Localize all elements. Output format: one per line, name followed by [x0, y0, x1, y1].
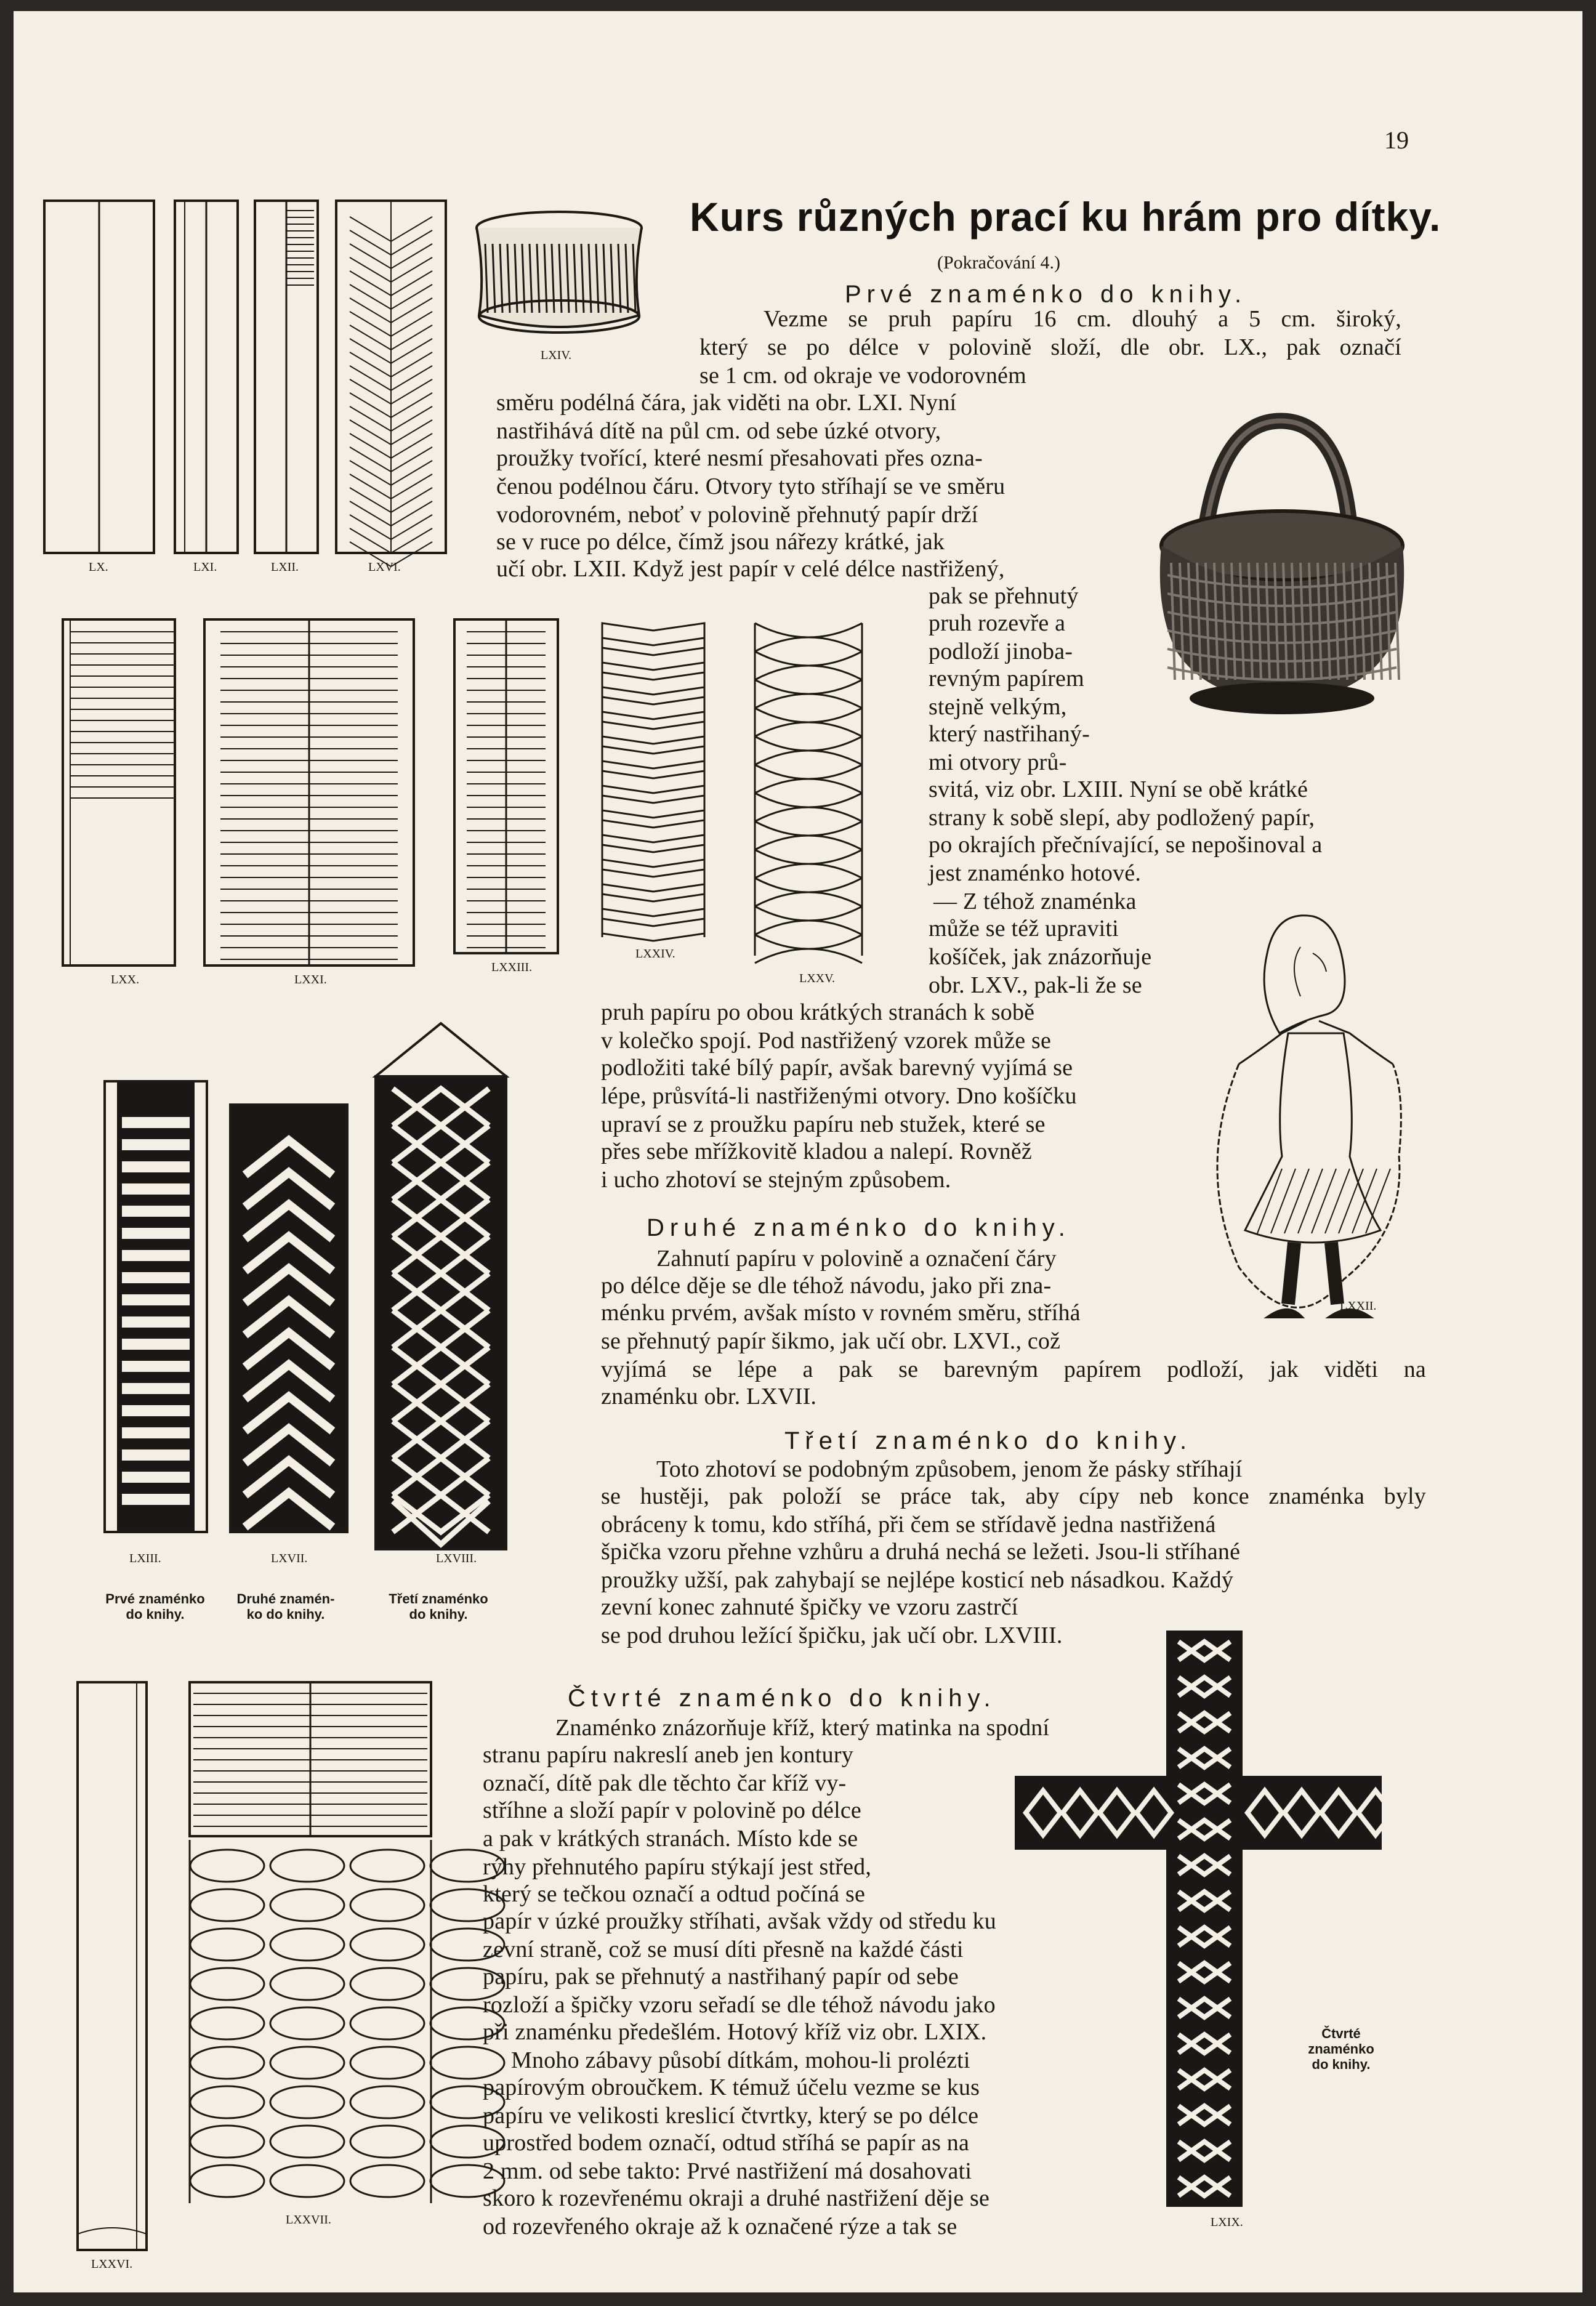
- text-line: a pak v krátkých stranách. Místo kde se: [483, 1826, 858, 1852]
- figure-lxx: [60, 617, 177, 968]
- figure-label-lxxv: LXXV.: [799, 972, 835, 985]
- figure-basket-photo: [1153, 409, 1417, 729]
- text-line: papírovým obroučkem. K témuž účelu vezme se kus: [483, 2074, 980, 2100]
- figure-lxxii-girl-with-hoop: [1220, 910, 1417, 1353]
- heading-first-bookmark: Prvé znaménko do knihy.: [845, 281, 1247, 308]
- text-line: zevní straně, což se musí díti přesně na každé části: [483, 1937, 964, 1962]
- text-line: po okrajích přečnívající, se nepošinoval a: [929, 832, 1323, 858]
- article-subtitle: (Pokračování 4.): [937, 252, 1060, 273]
- text-line: strany k sobě slepí, aby podložený papír,: [929, 805, 1315, 831]
- text-line: revným papírem: [929, 666, 1084, 691]
- text-line: směru podélná čára, jak viděti na obr. LXI. Nyní: [496, 390, 957, 416]
- text-line: podloží jinoba-: [929, 639, 1073, 664]
- text-line: označí, dítě pak dle těchto čar kříž vy-: [483, 1770, 847, 1796]
- text-line: ménku prvém, avšak místo v rovném směru, stříhá: [601, 1300, 1081, 1326]
- text-line: při znaménku předešlém. Hotový kříž viz obr. LXIX.: [483, 2019, 987, 2045]
- figure-label-lxviii: LXVIII.: [436, 1552, 477, 1565]
- figure-label-lxvi: LXVI.: [368, 560, 401, 574]
- text-line: skoro k rozevřenému okraji a druhé nastřižení děje se: [483, 2185, 990, 2211]
- text-line: mi otvory prů-: [929, 749, 1067, 775]
- figure-lxiv-basket-drum: [467, 207, 651, 342]
- text-line: jest znaménko hotové.: [929, 860, 1142, 886]
- text-line: který se tečkou označí a odtud počíná se: [483, 1881, 866, 1907]
- heading-fourth-bookmark: Čtvrté znaménko do knihy.: [568, 1685, 996, 1712]
- text-line: 2 mm. od sebe takto: Prvé nastřižení má dosahovati: [483, 2158, 972, 2184]
- caption-lxix: Čtvrté znaménko do knihy.: [1308, 2026, 1374, 2072]
- figure-label-lxxi: LXXI.: [294, 973, 327, 986]
- text-line: obr. LXV., pak-li že se: [929, 972, 1142, 998]
- figure-lxxiv: [596, 617, 711, 943]
- figure-label-lxxvi: LXXVI.: [91, 2257, 133, 2271]
- figure-label-lxxiii: LXXIII.: [491, 961, 533, 974]
- page-number: 19: [1384, 126, 1409, 154]
- caption-lxiii: Prvé znaménko do knihy.: [105, 1591, 205, 1622]
- figure-label-lxxiv: LXXIV.: [635, 947, 675, 961]
- text-line: špička vzoru přehne vzhůru a druhá nechá se ležeti. Jsou-li stříhané: [601, 1539, 1241, 1565]
- figure-label-lxxii: LXXII.: [1340, 1299, 1377, 1313]
- text-line: obráceny k tomu, kdo stříhá, při čem se střídavě jedna nastřižená: [601, 1512, 1216, 1538]
- figure-lxxi: [202, 617, 416, 968]
- text-line: rýhy přehnutého papíru stýkají jest střed,: [483, 1854, 872, 1880]
- text-line: Vezme se pruh papíru 16 cm. dlouhý a 5 cm. široký,: [764, 306, 1401, 332]
- text-line: papír v úzké proužky stříhati, avšak vždy od středu ku: [483, 1908, 996, 1934]
- text-line: vodorovném, neboť v polovině přehnutý papír drží: [496, 502, 978, 528]
- text-line: se přehnutý papír šikmo, jak učí obr. LXVI., což: [601, 1328, 1061, 1354]
- figure-lxi: [172, 198, 240, 555]
- figure-lxxvii: [187, 1680, 433, 2207]
- heading-second-bookmark: Druhé znaménko do knihy.: [647, 1214, 1071, 1241]
- text-line: od rozevřeného okraje až k označené rýze a tak se: [483, 2214, 957, 2239]
- text-line: lépe, průsvítá-li nastřiženými otvory. Dno košíčku: [601, 1083, 1077, 1109]
- text-line: Mnoho zábavy působí dítkám, mohou-li prolézti: [511, 2047, 970, 2073]
- text-line: znaménku obr. LXVII.: [601, 1384, 817, 1409]
- text-line: pruh rozevře a: [929, 610, 1066, 636]
- text-line: po délce děje se dle téhož návodu, jako při zna-: [601, 1273, 1052, 1299]
- text-line: pak se přehnutý: [929, 583, 1079, 609]
- figure-label-lxi: LXI.: [193, 560, 217, 574]
- text-line: upraví se z proužku papíru neb stužek, které se: [601, 1111, 1046, 1137]
- text-line: Znaménko znázorňuje kříž, který matinka na spodní: [555, 1715, 1050, 1741]
- text-line: který nastřihaný-: [929, 721, 1090, 747]
- figure-lx: [42, 198, 156, 555]
- text-line: papíru ve velikosti kreslicí čtvrtky, který se po délce: [483, 2103, 979, 2129]
- figure-lxix-cross: [1014, 1629, 1383, 2208]
- text-line: papíru, pak se přehnutý a nastřihaný papír od sebe: [483, 1964, 959, 1990]
- text-line: uprostřed bodem označí, odtud stříhá se papír as na: [483, 2130, 970, 2156]
- text-line: Zahnutí papíru v polovině a označení čáry: [656, 1246, 1057, 1272]
- figure-lxxiii: [452, 617, 560, 956]
- text-line: se hustěji, pak položí se práce tak, aby cípy neb konce znaménka byly: [601, 1483, 1426, 1509]
- text-line: vyjímá se lépe a pak se barevným papírem podloží, jak viděti na: [601, 1357, 1426, 1382]
- figure-lxiii-bookmark: [103, 1080, 208, 1533]
- figure-label-lxxvii: LXXVII.: [286, 2213, 331, 2227]
- text-line: Toto zhotoví se podobným způsobem, jenom že pásky stříhají: [656, 1456, 1243, 1482]
- text-line: stříhne a složí papír v polovině po délce: [483, 1797, 861, 1823]
- figure-lxxvi: [75, 1680, 149, 2252]
- text-line: proužky tvořící, které nesmí přesahovati přes ozna-: [496, 445, 983, 471]
- text-line: svitá, viz obr. LXIII. Nyní se obě krátké: [929, 776, 1308, 802]
- book-page: [14, 11, 1582, 2292]
- text-line: přes sebe mřížkovitě kladou a nalepí. Rovněž: [601, 1139, 1032, 1164]
- text-line: čenou podélnou čáru. Otvory tyto stříhají se ve směru: [496, 474, 1006, 499]
- text-line: se pod druhou ležící špičku, jak učí obr. LXVIII.: [601, 1623, 1063, 1648]
- text-line: i ucho zhotoví se stejným způsobem.: [601, 1167, 951, 1193]
- caption-lxvii: Druhé znamén- ko do knihy.: [236, 1591, 335, 1622]
- text-line: stejně velkým,: [929, 694, 1067, 720]
- figure-label-lxiii: LXIII.: [129, 1552, 161, 1565]
- figure-label-lxx: LXX.: [111, 973, 140, 986]
- text-line: — Z téhož znaménka: [933, 889, 1137, 914]
- text-line: zevní konec zahnuté špičky ve vzoru zastrčí: [601, 1594, 1018, 1620]
- caption-lxviii: Třetí znaménko do knihy.: [389, 1591, 488, 1622]
- text-line: pruh papíru po obou krátkých stranách k sobě: [601, 999, 1035, 1025]
- figure-label-lxix: LXIX.: [1211, 2215, 1243, 2229]
- figure-label-lx: LX.: [89, 560, 108, 574]
- text-line: se 1 cm. od okraje ve vodorovném: [699, 363, 1026, 389]
- article-title: Kurs různých prací ku hrám pro dítky.: [690, 194, 1441, 240]
- text-line: který se po délce v polovině složí, dle obr. LX., pak označí: [699, 334, 1401, 360]
- figure-lxvii-bookmark: [229, 1103, 349, 1533]
- text-line: podložiti také bílý papír, avšak barevný vyjímá se: [601, 1055, 1073, 1081]
- heading-third-bookmark: Třetí znaménko do knihy.: [784, 1427, 1193, 1454]
- text-line: se v ruce po délce, čímž jsou nářezy krátké, jak: [496, 529, 945, 555]
- text-line: učí obr. LXII. Když jest papír v celé délce nastřižený,: [496, 556, 1005, 582]
- figure-lxii: [252, 198, 320, 555]
- text-line: košíček, jak znázorňuje: [929, 944, 1152, 970]
- text-line: proužky užší, pak zahybají se nejlépe kosticí neb násadkou. Každý: [601, 1567, 1234, 1593]
- figure-label-lxiv-top: LXIV.: [541, 349, 572, 362]
- figure-label-lxii: LXII.: [271, 560, 299, 574]
- figure-label-lxvii: LXVII.: [271, 1552, 308, 1565]
- text-line: stranu papíru nakreslí aneb jen kontury: [483, 1742, 853, 1768]
- text-line: nastřihává dítě na půl cm. od sebe úzké otvory,: [496, 418, 941, 444]
- text-line: v kolečko spojí. Pod nastřižený vzorek může se: [601, 1028, 1052, 1054]
- text-line: rozloží a špičky vzoru seřadí se dle téhož návodu jako: [483, 1992, 996, 2018]
- text-line: může se též upraviti: [929, 916, 1119, 941]
- figure-lxviii-bookmark: [374, 1021, 507, 1550]
- figure-lxxv: [750, 617, 867, 962]
- figure-lxvi: [334, 198, 448, 555]
